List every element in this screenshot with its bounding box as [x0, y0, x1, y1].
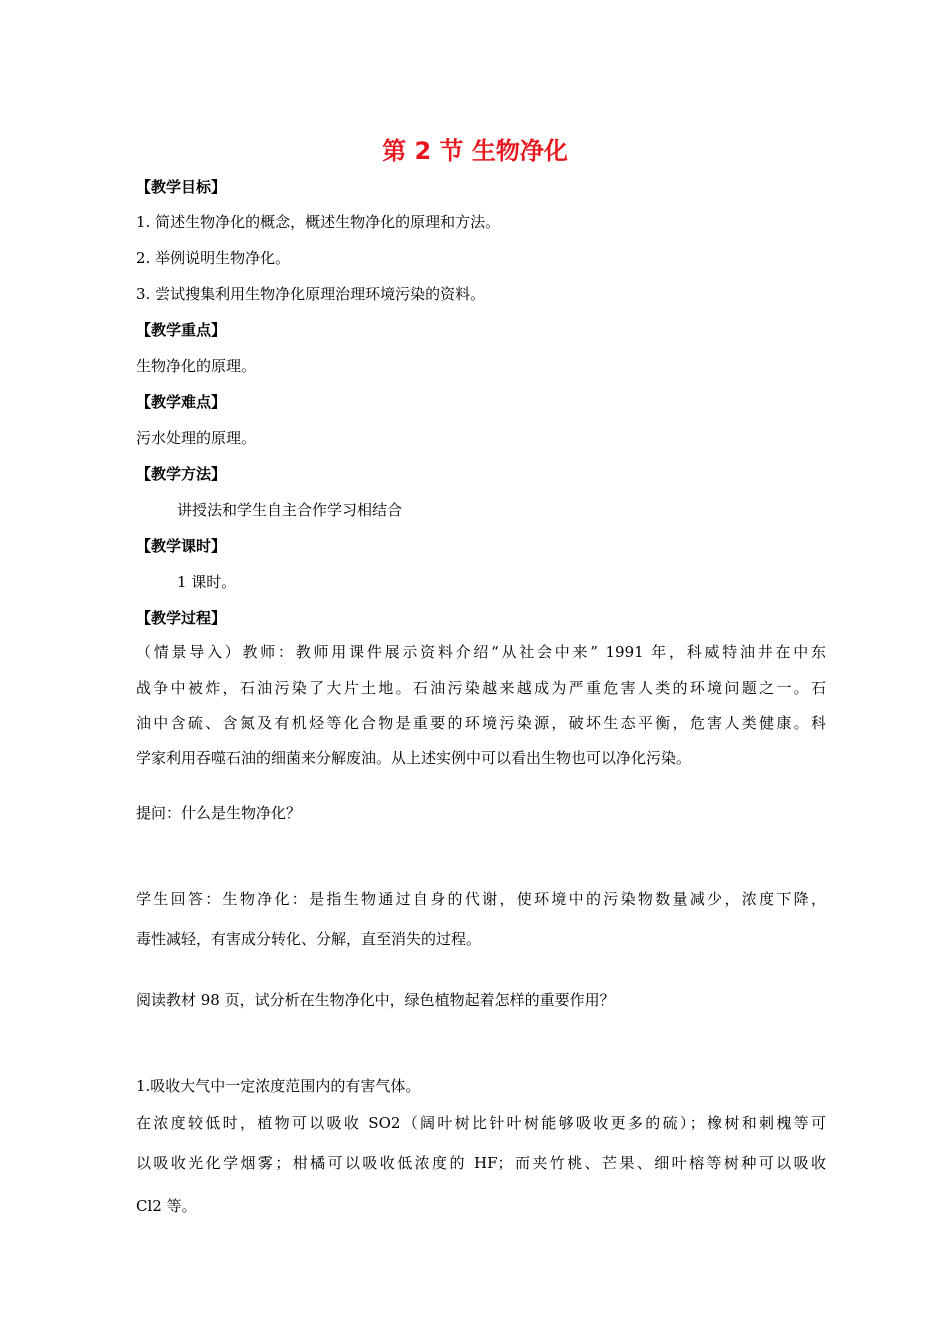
reading-text: 阅读教材 98 页，试分析在生物净化中，绿色植物起着怎样的重要作用？ [136, 991, 615, 1009]
point-1-line-1: 在浓度较低时，植物可以吸收 SO2（阔叶树比针叶树能够吸收更多的硫）；橡树和刺槐等可 [136, 1114, 826, 1132]
intro-line-3: 油中含硫、含氮及有机烃等化合物是重要的环境污染源，破坏生态平衡，危害人类健康。科 [136, 714, 826, 732]
intro-line-4: 学家利用吞噬石油的细菌来分解废油。从上述实例中可以看出生物也可以净化污染。 [136, 749, 692, 767]
answer-line-2: 毒性减轻，有害成分转化、分解，直至消失的过程。 [136, 930, 482, 948]
page-title: 第 2 节 生物净化 [382, 137, 568, 165]
point-1-heading: 1.吸收大气中一定浓度范围内的有害气体。 [136, 1077, 421, 1095]
goal-item-3: 3. 尝试搜集利用生物净化原理治理环境污染的资料。 [136, 285, 486, 303]
hours-text: 1 课时。 [177, 573, 237, 591]
point-1-line-2: 以吸收光化学烟雾；柑橘可以吸收低浓度的 HF；而夹竹桃、芒果、细叶榕等树种可以吸收 [136, 1154, 826, 1172]
answer-line-1: 学生回答：生物净化：是指生物通过自身的代谢，使环境中的污染物数量减少，浓度下降， [136, 890, 826, 908]
goal-item-2: 2. 举例说明生物净化。 [136, 249, 291, 267]
point-1-line-3: Cl2 等。 [136, 1197, 197, 1215]
intro-line-2: 战争中被炸，石油污染了大片土地。石油污染越来越成为严重危害人类的环境问题之一。石 [136, 679, 826, 697]
process-heading: 【教学过程】 [136, 609, 227, 627]
goals-heading: 【教学目标】 [136, 178, 227, 196]
difficulty-heading: 【教学难点】 [136, 393, 227, 411]
intro-line-1: （情景导入）教师：教师用课件展示资料介绍“从社会中来” 1991 年，科威特油井在中东 [136, 643, 826, 661]
key-text: 生物净化的原理。 [136, 357, 257, 375]
goal-item-1: 1. 简述生物净化的概念，概述生物净化的原理和方法。 [136, 213, 501, 231]
question-text: 提问：什么是生物净化？ [136, 804, 302, 822]
method-heading: 【教学方法】 [136, 465, 227, 483]
difficulty-text: 污水处理的原理。 [136, 429, 257, 447]
method-text: 讲授法和学生自主合作学习相结合 [177, 501, 403, 519]
hours-heading: 【教学课时】 [136, 537, 227, 555]
key-heading: 【教学重点】 [136, 321, 227, 339]
